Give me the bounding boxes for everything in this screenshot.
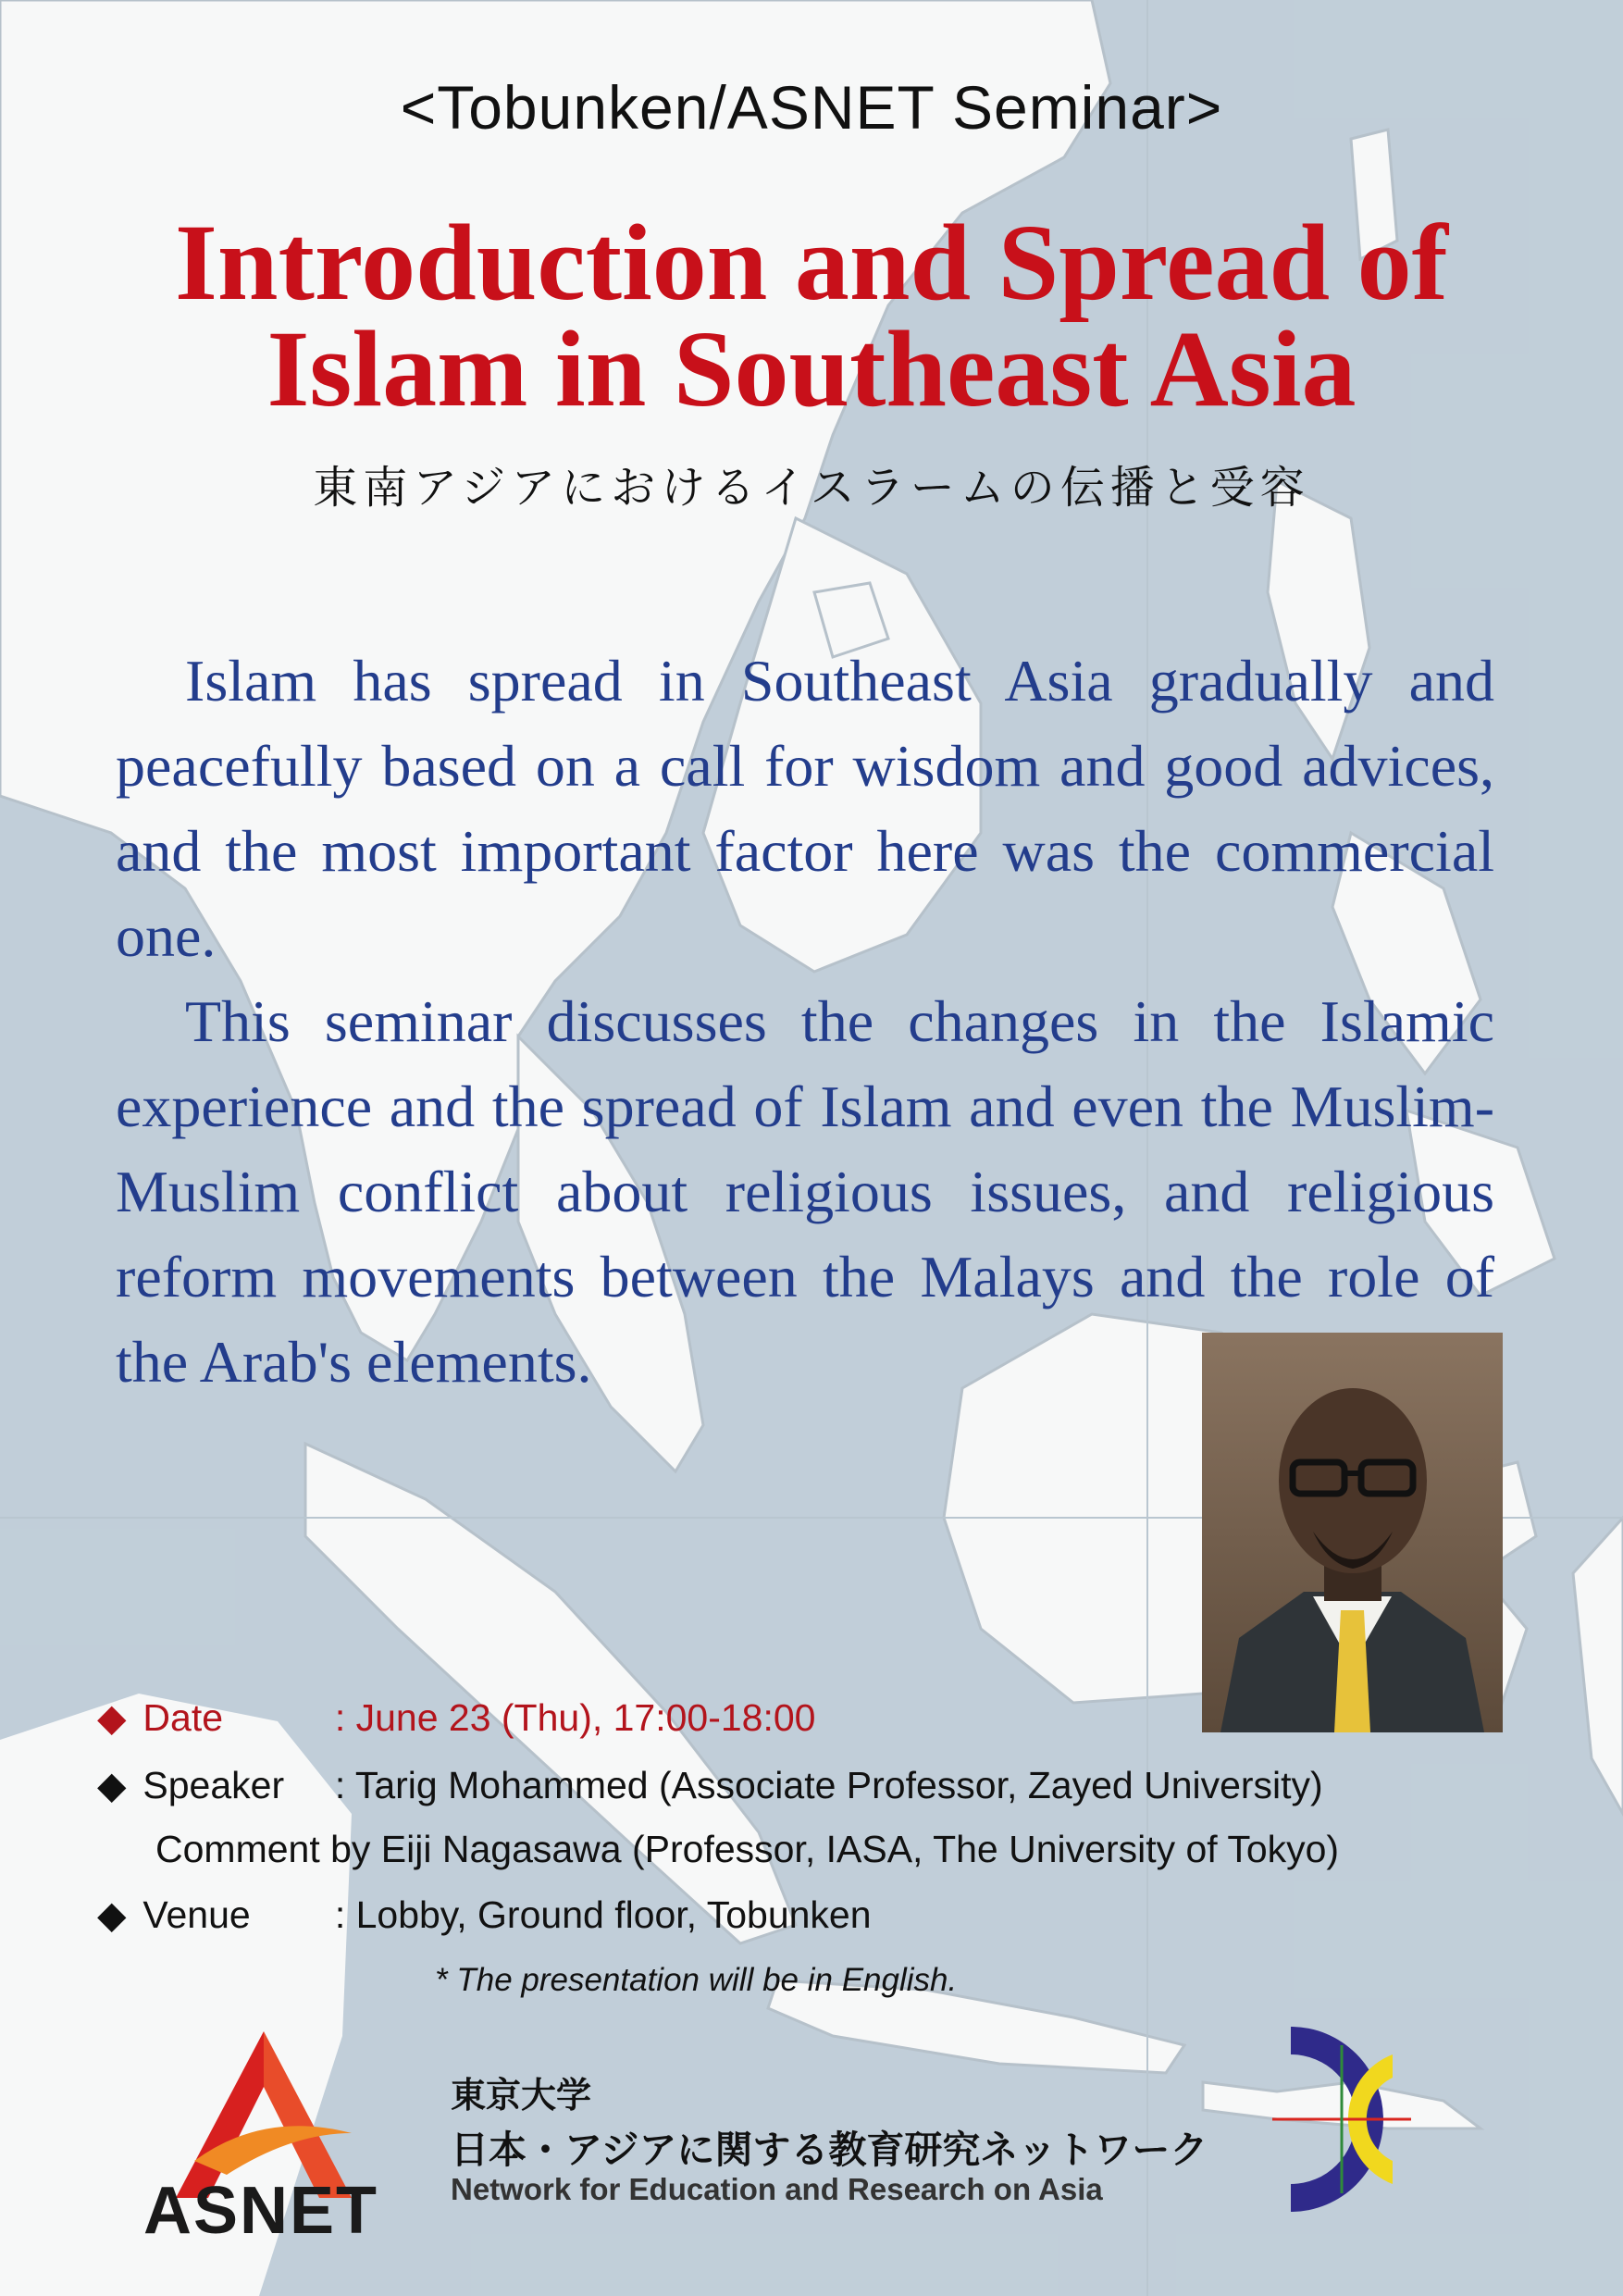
title-line-2: Islam in Southeast Asia	[266, 308, 1357, 429]
venue-value: : Lobby, Ground floor, Tobunken	[334, 1893, 872, 1936]
date-label: Date	[142, 1696, 224, 1739]
asnet-logo-text: ASNET	[143, 2174, 379, 2248]
comment-line: Comment by Eiji Nagasawa (Professor, IASA, The University of Tokyo)	[155, 1828, 1340, 1870]
abstract	[116, 639, 1494, 1405]
speaker-photo	[1202, 1333, 1503, 1732]
speaker-label: Speaker	[142, 1764, 285, 1806]
seminar-series-label: <Tobunken/ASNET Seminar>	[400, 73, 1223, 142]
org-network-en: Network for Education and Research on Asia	[451, 2172, 1103, 2206]
venue-line	[97, 1893, 872, 1937]
speaker-line	[97, 1763, 1323, 1807]
date-value: : June 23 (Thu), 17:00-18:00	[334, 1696, 816, 1739]
date-line	[97, 1695, 815, 1740]
org-network-ja: 日本・アジアに関する教育研究ネットワーク	[451, 2128, 1208, 2172]
bullet-diamond-icon: ◆	[97, 1893, 127, 1936]
bullet-diamond-icon: ◆	[97, 1696, 127, 1739]
japanese-title: 東南アジアにおけるイスラームの伝播と受容	[313, 462, 1310, 514]
abstract-paragraph-1: Islam has spread in Southeast Asia gradually and peacefully based on a call for wisdom and good advices, and the most important factor here was the commercial one.	[116, 648, 1494, 969]
abstract-paragraph-2: This seminar discusses the changes in the Islamic experience and the spread of Islam and even the Muslim-Muslim conflict about religious issues, and religious reform movements between the Malays and the role of the Arab's elements.	[116, 988, 1494, 1395]
speaker-value: : Tarig Mohammed (Associate Professor, Zayed University)	[334, 1764, 1323, 1806]
venue-label: Venue	[142, 1893, 251, 1936]
tobunken-logo-icon	[1272, 2017, 1411, 2221]
org-university: 東京大学	[451, 2075, 592, 2116]
bullet-diamond-icon: ◆	[97, 1764, 127, 1806]
title-line-1: Introduction and Spread of	[175, 202, 1448, 323]
language-note: * The presentation will be in English.	[435, 1962, 958, 1998]
